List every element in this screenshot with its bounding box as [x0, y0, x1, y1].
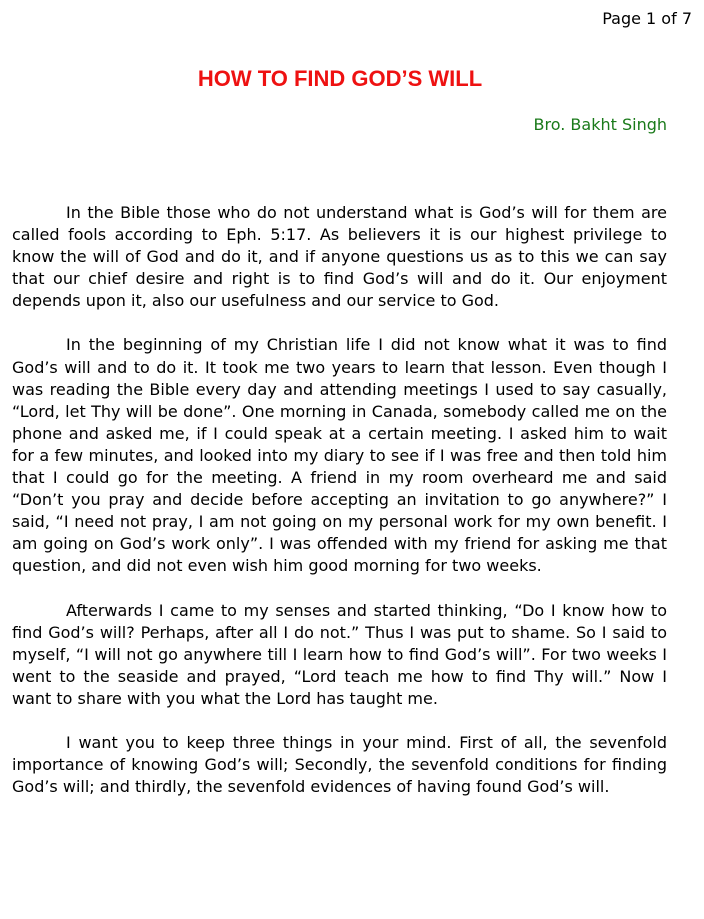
paragraph-4: I want you to keep three things in your mind. First of all, the sevenfold importance of knowing God’s will; Secondly, the sevenfold conditions for finding God’s will; and thirdly, the sevenfold evidences of having found God’s will. [12, 732, 667, 797]
document-body [12, 202, 667, 820]
author-name: Bro. Bakht Singh [533, 115, 667, 134]
paragraph-1: In the Bible those who do not understand what is God’s will for them are called fools according to Eph. 5:17. As believers it is our highest privilege to know the will of God and do it, and if anyone questions us as to this we can say that our chief desire and right is to find God’s will and do it. Our enjoyment depends upon it, also our usefulness and our service to God. [12, 203, 667, 311]
document-title: HOW TO FIND GOD’S WILL [197, 66, 483, 91]
paragraph-2: In the beginning of my Christian life I did not know what it was to find God’s will and to do it. It took me two years to learn that lesson. Even though I was reading the Bible every day and attending meetings I used to say casually, “Lord, let Thy will be done”. One morning in Canada, somebody called me on the phone and asked me, if I could speak at a certain meeting. I asked him to wait for a few minutes, and looked into my diary to see if I was free and then told him that I could go for the meeting. A friend in my room overheard me and said “Don’t you pray and decide before accepting an invitation to go anywhere?” I said, “I need not pray, I am not going on my personal work for my own benefit. I am going on God’s work only”. I was offended with my friend for asking me that question, and did not even wish him good morning for two weeks. [12, 335, 667, 576]
paragraph-3: Afterwards I came to my senses and started thinking, “Do I know how to find God’s will? Perhaps, after all I do not.” Thus I was put to shame. So I said to myself, “I will not go anywhere till I learn how to find God’s will”. For two weeks I went to the seaside and prayed, “Lord teach me how to find Thy will.” Now I want to share with you what the Lord has taught me. [12, 600, 667, 708]
page-number: Page 1 of 7 [602, 9, 692, 28]
